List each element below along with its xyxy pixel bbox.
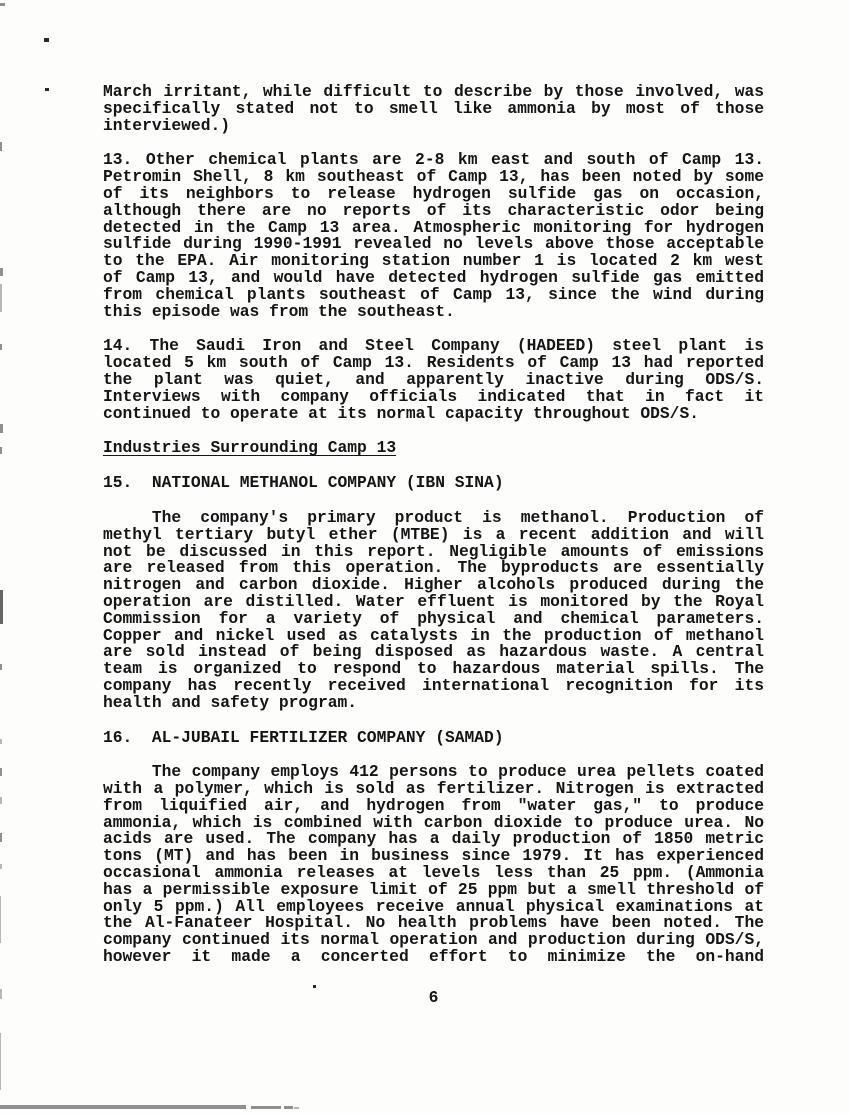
text-line: Petromin Shell, 8 km southeast of Camp 13, has been noted by some	[103, 167, 764, 187]
scan-artifact	[0, 864, 2, 869]
heading-item-16: 16. AL-JUBAIL FERTILIZER COMPANY (SAMAD)	[103, 727, 504, 747]
scan-artifact	[45, 88, 49, 91]
text-line: tons (MT) and has been in business since 1979. It has experienced	[103, 846, 764, 866]
text-line: are sold instead of being disposed as hazardous waste. A central	[103, 642, 764, 662]
scan-artifact	[0, 768, 2, 776]
text-line: health and safety program.	[103, 692, 358, 712]
scan-artifact	[0, 797, 2, 804]
scan-artifact	[0, 664, 2, 670]
text-line: acids are used. The company has a daily production of 1850 metric	[103, 829, 764, 849]
text-line: interviewed.)	[103, 115, 231, 135]
scan-artifact	[0, 344, 2, 350]
scan-artifact	[0, 447, 2, 454]
text-line: however it made a concerted effort to minimize the on-hand	[103, 947, 764, 967]
text-line: 14. The Saudi Iron and Steel Company (HADEED) steel plant is	[103, 336, 764, 356]
text-line: from liquified air, and hydrogen from "water gas," to produce	[103, 795, 764, 815]
text-line: company continued its normal operation and production during ODS/S,	[103, 930, 764, 950]
text-line: sulfide during 1990-1991 revealed no levels above those acceptable	[103, 234, 764, 254]
text-line: continued to operate at its normal capacity throughout ODS/S.	[103, 403, 699, 423]
scan-artifact	[0, 739, 2, 744]
text-line: company has recently received international recognition for its	[103, 675, 764, 695]
text-line: the Al-Fanateer Hospital. No health problems have been noted. The	[103, 913, 764, 933]
text-line: The company's primary product is methanol. Production of	[151, 507, 764, 527]
text-line: methyl tertiary butyl ether (MTBE) is a recent addition and will	[103, 524, 764, 544]
text-line: Commission for a variety of physical and chemical parameters.	[103, 608, 764, 628]
scan-artifact-bottom-line	[251, 1106, 281, 1109]
scan-artifact	[44, 38, 49, 42]
text-line: nitrogen and carbon dioxide. Higher alcohols produced during the	[103, 575, 764, 595]
scan-artifact	[0, 896, 1, 943]
text-line: of Camp 13, and would have detected hydrogen sulfide gas emitted	[103, 267, 764, 287]
paragraph-16	[103, 764, 764, 966]
scan-artifact	[0, 284, 2, 312]
paragraph-14	[103, 338, 764, 422]
text-line: to the EPA. Air monitoring station number 1 is located 2 km west	[103, 251, 764, 271]
text-line: The company employs 412 persons to produce urea pellets coated	[151, 762, 764, 782]
scan-artifact	[0, 142, 2, 151]
text-line: specifically stated not to smell like ammonia by most of those	[103, 98, 764, 118]
text-line: March irritant, while difficult to describe by those involved, was	[103, 82, 764, 101]
text-line: occasional ammonia releases at levels less than 25 ppm. (Ammonia	[103, 863, 764, 883]
text-line: from chemical plants southeast of Camp 13, since the wind during	[103, 284, 764, 304]
scan-artifact	[0, 989, 2, 999]
text-line: team is organized to respond to hazardous material spills. The	[103, 659, 764, 679]
paragraph-15	[103, 507, 764, 712]
section-heading	[103, 440, 764, 457]
paragraph-13	[103, 152, 764, 320]
text-line: the plant was quiet, and apparently inactive during ODS/S.	[103, 369, 764, 389]
text-line: detected in the Camp 13 area. Atmospheric monitoring for hydrogen	[103, 217, 764, 237]
text-line: are released from this operation. The byproducts are essentially	[103, 558, 764, 578]
scan-artifact	[0, 268, 3, 276]
text-line: located 5 km south of Camp 13. Residents of Camp 13 had reported	[103, 353, 764, 373]
text-line: although there are no reports of its characteristic odor being	[103, 200, 764, 220]
paragraph-intro-continuation	[103, 84, 764, 134]
text-line: not be discussed in this report. Negligible amounts of emissions	[103, 541, 764, 561]
scan-artifact	[0, 833, 2, 842]
text-line: this episode was from the southeast.	[103, 301, 455, 321]
scan-artifact	[0, 424, 3, 433]
text-line: Copper and nickel used as catalysts in the production of methanol	[103, 625, 764, 645]
heading-item-15: 15. NATIONAL METHANOL COMPANY (IBN SINA)	[103, 473, 504, 493]
document-body	[103, 84, 764, 1007]
text-line: with a polymer, which is sold as fertilizer. Nitrogen is extracted	[103, 779, 764, 799]
text-line: 13. Other chemical plants are 2-8 km east and south of Camp 13.	[103, 150, 764, 170]
text-line: of its neighbors to release hydrogen sulfide gas on occasion,	[103, 183, 764, 203]
text-line: operation are distilled. Water effluent is monitored by the Royal	[103, 591, 764, 611]
text-line: ammonia, which is combined with carbon dioxide to produce urea. No	[103, 812, 764, 832]
text-line: only 5 ppm.) All employees receive annual physical examinations at	[103, 896, 764, 916]
scan-artifact	[0, 1033, 1, 1090]
scan-artifact-bottom-line	[0, 1105, 246, 1109]
page-number: 6	[428, 987, 439, 1007]
scan-artifact	[0, 3, 5, 6]
scan-artifact	[0, 590, 3, 624]
text-line: has a permissible exposure limit of 25 ppm but a smell threshold of	[103, 879, 764, 899]
scan-artifact-bottom-line	[294, 1107, 299, 1109]
section-heading-text: Industries Surrounding Camp 13	[103, 438, 397, 458]
text-line: Interviews with company officials indicated that in fact it	[103, 386, 764, 406]
scan-artifact-bottom-line	[284, 1106, 293, 1109]
